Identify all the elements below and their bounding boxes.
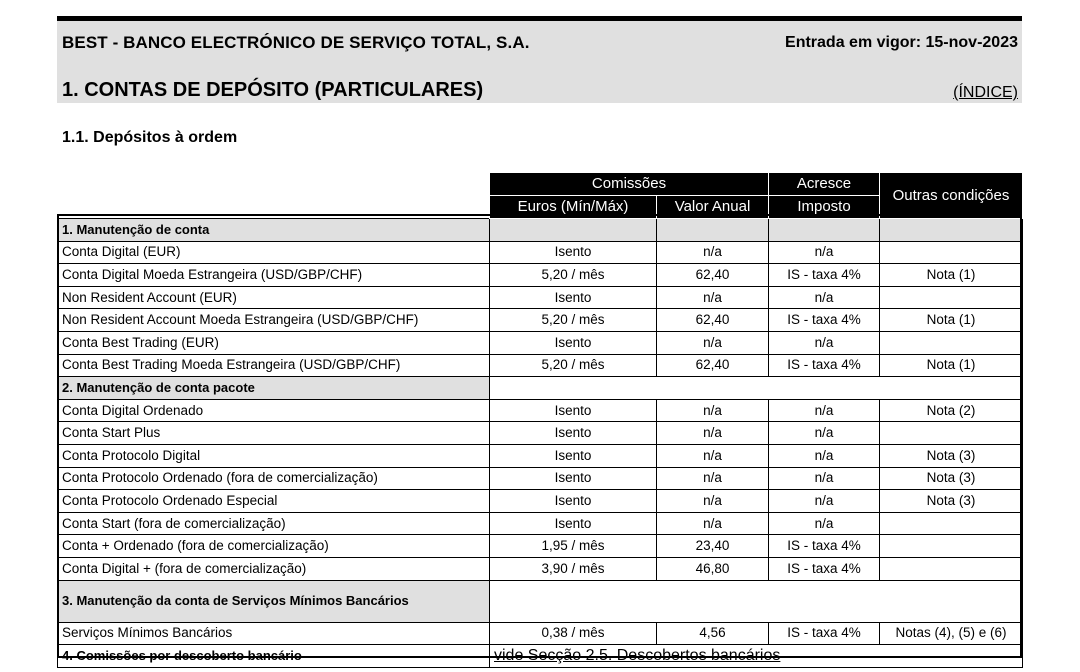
effective-date: Entrada em vigor: 15-nov-2023: [785, 34, 1018, 51]
index-link[interactable]: (ÍNDICE): [953, 84, 1018, 101]
row-euros: 0,38 / mês: [490, 622, 657, 645]
row-label: Conta Start (fora de comercialização): [58, 512, 490, 535]
row-tax: n/a: [769, 512, 880, 535]
row-tax: IS - taxa 4%: [769, 622, 880, 645]
row-euros: Isento: [490, 512, 657, 535]
group-row: [58, 645, 1023, 668]
row-euros: 1,95 / mês: [490, 535, 657, 558]
row-euros: Isento: [490, 467, 657, 490]
row-label: Conta Protocolo Ordenado Especial: [58, 490, 490, 513]
row-annual: n/a: [657, 241, 769, 264]
row-annual: 4,56: [657, 622, 769, 645]
group-title: 1. Manutenção de conta: [58, 219, 490, 242]
row-annual: n/a: [657, 490, 769, 513]
row-other: Nota (1): [880, 309, 1023, 332]
row-annual: n/a: [657, 331, 769, 354]
row-annual: 62,40: [657, 264, 769, 287]
row-label: Conta Best Trading Moeda Estrangeira (USD/GBP/CHF): [58, 354, 490, 377]
row-label: Non Resident Account Moeda Estrangeira (USD/GBP/CHF): [58, 309, 490, 332]
bank-suffix: - BANCO ELECTRÓNICO DE SERVIÇO TOTAL, S.A.: [107, 33, 530, 52]
row-annual: 62,40: [657, 309, 769, 332]
row-euros: Isento: [490, 331, 657, 354]
row-tax: IS - taxa 4%: [769, 354, 880, 377]
group-fill-cell: [490, 580, 1023, 622]
col-euros: Euros (Mín/Máx): [490, 196, 657, 219]
row-label: Conta Protocolo Digital: [58, 444, 490, 467]
table-head-blank-2: [58, 196, 490, 219]
row-other: Nota (1): [880, 264, 1023, 287]
row-euros: Isento: [490, 490, 657, 513]
row-other: [880, 286, 1023, 309]
row-euros: Isento: [490, 444, 657, 467]
table-row: [58, 354, 1023, 377]
row-annual: n/a: [657, 399, 769, 422]
group-fill-cell: [657, 219, 769, 242]
group-title: 2. Manutenção de conta pacote: [58, 377, 490, 400]
table-row: [58, 622, 1023, 645]
table-row: [58, 512, 1023, 535]
row-other: Nota (2): [880, 399, 1023, 422]
row-label: Conta + Ordenado (fora de comercialização): [58, 535, 490, 558]
table-row: [58, 264, 1023, 287]
group-title: 4. Comissões por descoberto bancário: [58, 645, 490, 668]
table-row: [58, 467, 1023, 490]
row-other: Nota (3): [880, 467, 1023, 490]
group-row: [58, 377, 1023, 400]
group-fill-cell: [769, 219, 880, 242]
row-euros: Isento: [490, 286, 657, 309]
row-tax: n/a: [769, 331, 880, 354]
row-label: Conta Best Trading (EUR): [58, 331, 490, 354]
row-euros: Isento: [490, 399, 657, 422]
group-fill-cell: [490, 377, 1023, 400]
row-other: [880, 557, 1023, 580]
row-other: Nota (3): [880, 444, 1023, 467]
row-tax: n/a: [769, 467, 880, 490]
row-annual: 23,40: [657, 535, 769, 558]
row-label: Conta Start Plus: [58, 422, 490, 445]
row-euros: Isento: [490, 241, 657, 264]
row-other: [880, 512, 1023, 535]
table-row: [58, 399, 1023, 422]
row-label: Conta Digital (EUR): [58, 241, 490, 264]
group-link[interactable]: vide Secção 2.5. Descobertos bancários: [490, 645, 1023, 668]
row-annual: 46,80: [657, 557, 769, 580]
row-other: [880, 535, 1023, 558]
group-row: [58, 219, 1023, 242]
row-other: [880, 241, 1023, 264]
row-other: Nota (1): [880, 354, 1023, 377]
row-annual: n/a: [657, 467, 769, 490]
group-fill-cell: [880, 219, 1023, 242]
row-tax: IS - taxa 4%: [769, 264, 880, 287]
row-other: Nota (3): [880, 490, 1023, 513]
group-fill-cell: [490, 219, 657, 242]
row-tax: n/a: [769, 399, 880, 422]
row-euros: Isento: [490, 422, 657, 445]
group-row: [58, 580, 1023, 622]
bank-prefix: BEST: [62, 33, 108, 52]
row-tax: n/a: [769, 490, 880, 513]
row-label: Conta Digital Moeda Estrangeira (USD/GBP/CHF): [58, 264, 490, 287]
section-title: 1. CONTAS DE DEPÓSITO (PARTICULARES): [62, 79, 484, 101]
fees-body: [58, 219, 1023, 668]
row-annual: n/a: [657, 512, 769, 535]
subsection-title: 1.1. Depósitos à ordem: [62, 129, 238, 146]
row-annual: n/a: [657, 422, 769, 445]
table-row: [58, 241, 1023, 264]
col-other: Outras condições: [880, 173, 1023, 219]
row-label: Serviços Mínimos Bancários: [58, 622, 490, 645]
table-row: [58, 331, 1023, 354]
row-tax: IS - taxa 4%: [769, 309, 880, 332]
col-commissions: Comissões: [490, 173, 769, 196]
table-row: [58, 557, 1023, 580]
row-tax: n/a: [769, 286, 880, 309]
table-head-blank: [58, 173, 490, 196]
row-tax: n/a: [769, 241, 880, 264]
row-annual: n/a: [657, 286, 769, 309]
row-tax: IS - taxa 4%: [769, 557, 880, 580]
col-annual: Valor Anual: [657, 196, 769, 219]
row-tax: IS - taxa 4%: [769, 535, 880, 558]
row-annual: n/a: [657, 444, 769, 467]
row-euros: 5,20 / mês: [490, 264, 657, 287]
row-tax: n/a: [769, 444, 880, 467]
table-row: [58, 286, 1023, 309]
row-other: [880, 422, 1023, 445]
row-tax: n/a: [769, 422, 880, 445]
row-label: Conta Protocolo Ordenado (fora de comercialização): [58, 467, 490, 490]
fees-table: [57, 172, 1023, 668]
col-tax-top: Acresce: [769, 173, 880, 196]
group-title: 3. Manutenção da conta de Serviços Mínimos Bancários: [58, 580, 490, 622]
table-row: [58, 309, 1023, 332]
row-annual: 62,40: [657, 354, 769, 377]
table-row: [58, 535, 1023, 558]
row-euros: 3,90 / mês: [490, 557, 657, 580]
row-euros: 5,20 / mês: [490, 354, 657, 377]
row-other: [880, 331, 1023, 354]
row-label: Non Resident Account (EUR): [58, 286, 490, 309]
row-label: Conta Digital + (fora de comercialização): [58, 557, 490, 580]
row-euros: 5,20 / mês: [490, 309, 657, 332]
row-other: Notas (4), (5) e (6): [880, 622, 1023, 645]
row-label: Conta Digital Ordenado: [58, 399, 490, 422]
bank-name: [62, 33, 530, 53]
table-row: [58, 422, 1023, 445]
col-tax-bottom: Imposto: [769, 196, 880, 219]
table-row: [58, 490, 1023, 513]
table-row: [58, 444, 1023, 467]
